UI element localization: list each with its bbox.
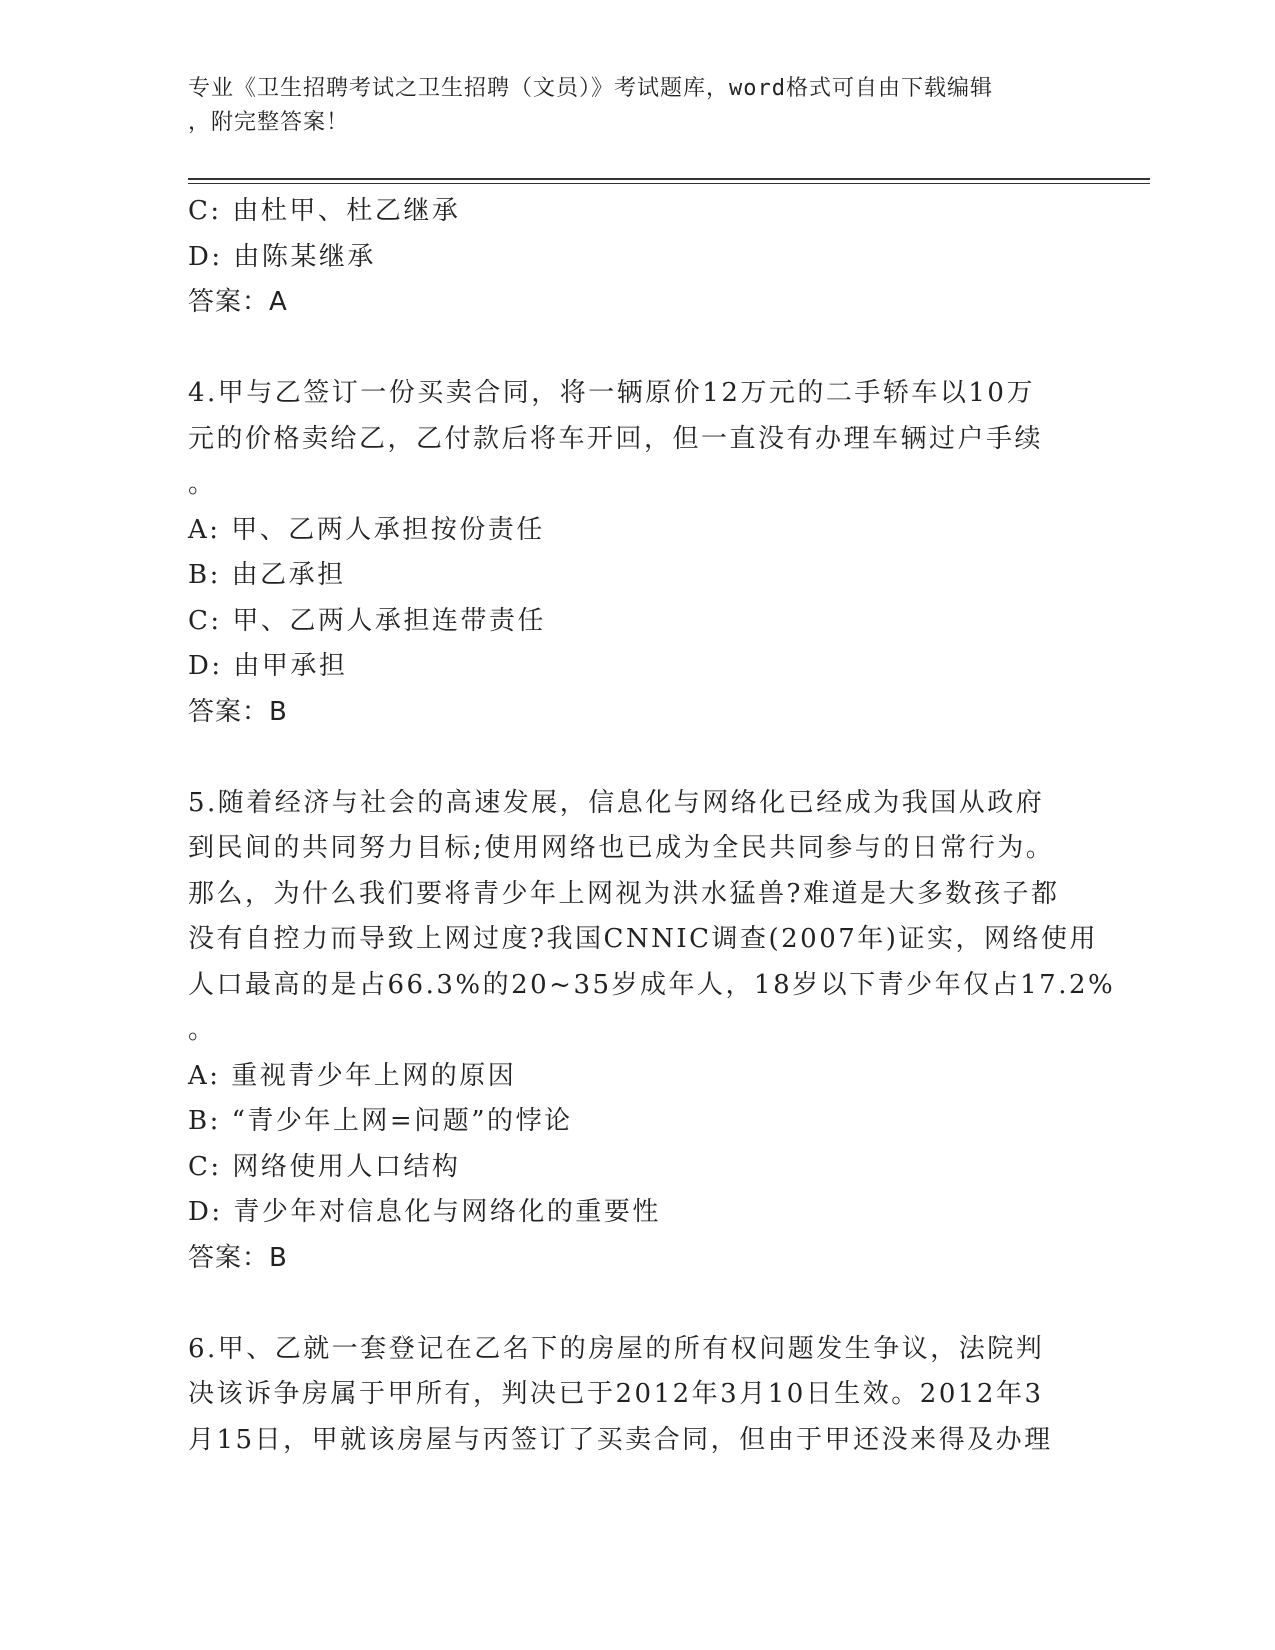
q5-option-c: C: 网络使用人口结构 xyxy=(188,1151,461,1182)
q3-option-c: C: 由杜甲、杜乙继承 xyxy=(188,196,461,226)
q5-option-b: B: “青少年上网=问题”的悖论 xyxy=(188,1106,573,1136)
q4-option-d: D: 由甲承担 xyxy=(188,651,348,681)
header-rule-thick xyxy=(188,178,1150,180)
q6-text-line-2: 决该诉争房属于甲所有，判决已于2012年3月10日生效。2012年3 xyxy=(188,1379,1044,1409)
q5-text-line-4: 没有自控力而导致上网过度?我国CNNIC调查(2007年)证实，网络使用 xyxy=(188,924,1098,954)
q5-text-line-2: 到民间的共同努力目标;使用网络也已成为全民共同参与的日常行为。 xyxy=(188,833,1055,863)
q3-answer: 答案：A xyxy=(188,287,288,317)
q5-text-line-3: 那么，为什么我们要将青少年上网视为洪水猛兽?难道是大多数孩子都 xyxy=(188,878,1060,909)
q3-option-d: D: 由陈某继承 xyxy=(188,241,376,272)
q4-text-line-1: 4.甲与乙签订一份买卖合同，将一辆原价12万元的二手轿车以10万 xyxy=(188,378,1035,408)
header-line-2: ，附完整答案！ xyxy=(188,110,350,135)
q4-answer: 答案：B xyxy=(188,696,288,727)
q4-option-c: C: 甲、乙两人承担连带责任 xyxy=(188,605,546,636)
q5-text-line-6: 。 xyxy=(188,1015,217,1045)
q5-text-line-1: 5.随着经济与社会的高速发展，信息化与网络化已经成为我国从政府 xyxy=(188,787,1045,818)
q6-text-line-3: 月15日，甲就该房屋与丙签订了买卖合同，但由于甲还没来得及办理 xyxy=(188,1424,1053,1455)
spacer xyxy=(188,1281,1088,1327)
q4-option-b: B: 由乙承担 xyxy=(188,560,346,590)
q5-text-line-5: 人口最高的是占66.3%的20~35岁成年人，18岁以下青少年仅占17.2% xyxy=(188,969,1116,1000)
q5-answer: 答案：B xyxy=(188,1242,288,1273)
spacer xyxy=(188,326,1088,372)
question-content xyxy=(188,189,1116,1463)
q5-option-d: D: 青少年对信息化与网络化的重要性 xyxy=(188,1197,661,1227)
header-rule-thin xyxy=(188,183,1150,184)
header-line-1: 专业《卫生招聘考试之卫生招聘（文员）》考试题库，word格式可自由下载编辑 xyxy=(188,76,993,101)
q4-text-line-2: 元的价格卖给乙，乙付款后将车开回，但一直没有办理车辆过户手续 xyxy=(188,423,1044,454)
spacer xyxy=(188,735,1088,781)
q6-text-line-1: 6.甲、乙就一套登记在乙名下的房屋的所有权问题发生争议，法院判 xyxy=(188,1333,1045,1364)
q4-text-line-3: 。 xyxy=(188,469,217,499)
page-header xyxy=(188,72,1088,140)
q5-option-a: A: 重视青少年上网的原因 xyxy=(188,1060,517,1091)
q4-option-a: A: 甲、乙两人承担按份责任 xyxy=(188,514,545,545)
